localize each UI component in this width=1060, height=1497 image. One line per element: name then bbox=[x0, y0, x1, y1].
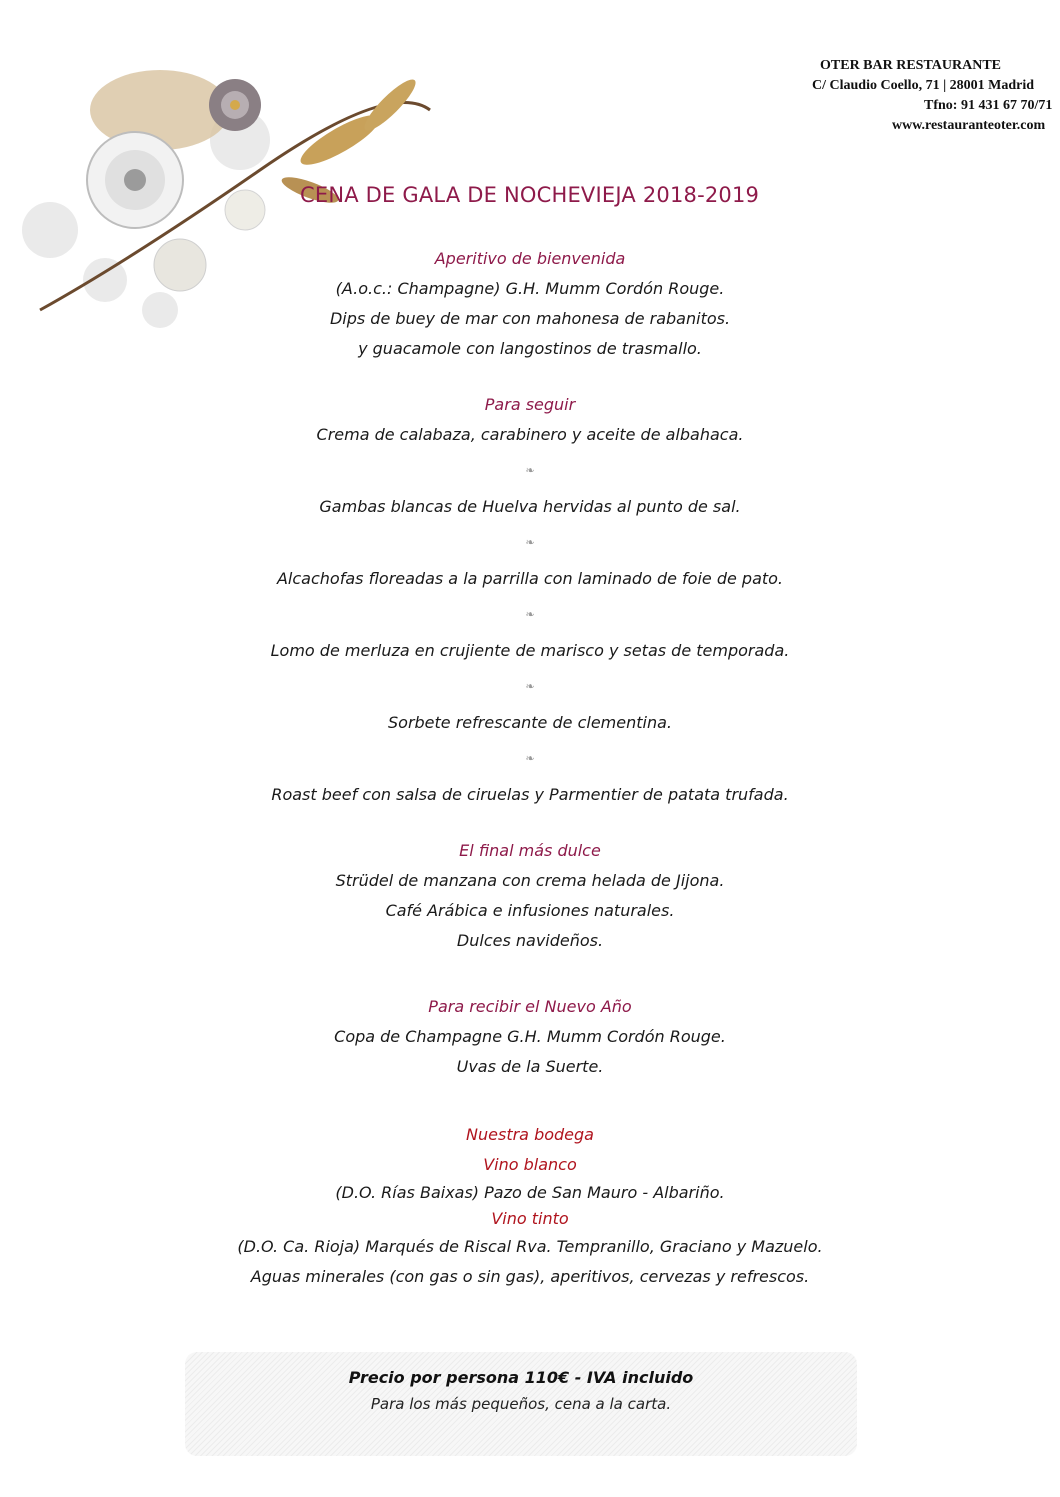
menu bbox=[130, 244, 930, 1292]
separator-icon: ❧ bbox=[525, 464, 535, 477]
menu-item: Café Arábica e infusiones naturales. bbox=[385, 901, 675, 920]
section-heading-nuevo-ano: Para recibir el Nuevo Año bbox=[428, 997, 632, 1016]
menu-item: Gambas blancas de Huelva hervidas al punto de sal. bbox=[319, 497, 741, 516]
restaurant-website[interactable]: www.restauranteoter.com bbox=[892, 118, 1046, 133]
kids-note: Para los más pequeños, cena a la carta. bbox=[370, 1395, 672, 1413]
menu-item: Copa de Champagne G.H. Mumm Cordón Rouge. bbox=[334, 1027, 726, 1046]
price-box bbox=[185, 1352, 857, 1456]
menu-item: (A.o.c.: Champagne) G.H. Mumm Cordón Rouge. bbox=[335, 279, 725, 298]
section-heading-bodega: Nuestra bodega bbox=[466, 1125, 594, 1144]
separator-icon: ❧ bbox=[525, 752, 535, 765]
drinks: Aguas minerales (con gas o sin gas), aperitivos, cervezas y refrescos. bbox=[250, 1267, 810, 1286]
menu-item: Strüdel de manzana con crema helada de Jijona. bbox=[335, 871, 725, 890]
separator-icon: ❧ bbox=[525, 680, 535, 693]
menu-item: Uvas de la Suerte. bbox=[456, 1057, 604, 1076]
restaurant-name: OTER BAR RESTAURANTE bbox=[820, 58, 1001, 73]
wine-tinto: (D.O. Ca. Rioja) Marqués de Riscal Rva. Tempranillo, Graciano y Mazuelo. bbox=[237, 1237, 823, 1256]
menu-item: Lomo de merluza en crujiente de marisco y setas de temporada. bbox=[270, 641, 790, 660]
menu-item: Dulces navideños. bbox=[456, 931, 604, 950]
menu-item: Crema de calabaza, carabinero y aceite de albahaca. bbox=[316, 425, 744, 444]
separator-icon: ❧ bbox=[525, 608, 535, 621]
wine-heading-tinto: Vino tinto bbox=[491, 1209, 569, 1228]
menu-item: Dips de buey de mar con mahonesa de rabanitos. bbox=[329, 309, 731, 328]
menu-item: Sorbete refrescante de clementina. bbox=[388, 713, 672, 732]
wine-blanco: (D.O. Rías Baixas) Pazo de San Mauro - Albariño. bbox=[335, 1183, 725, 1202]
menu-item: Roast beef con salsa de ciruelas y Parmentier de patata trufada. bbox=[271, 785, 789, 804]
restaurant-address: C/ Claudio Coello, 71 | 28001 Madrid bbox=[812, 78, 1035, 93]
wine-heading-blanco: Vino blanco bbox=[483, 1155, 577, 1174]
page-title: CENA DE GALA DE NOCHEVIEJA 2018-2019 bbox=[300, 183, 760, 207]
price-line: Precio por persona 110€ - IVA incluido bbox=[348, 1368, 694, 1387]
section-heading-dulce: El final más dulce bbox=[459, 841, 601, 860]
menu-item: y guacamole con langostinos de trasmallo. bbox=[358, 339, 702, 358]
restaurant-phone: Tfno: 91 431 67 70/71 bbox=[924, 98, 1053, 113]
separator-icon: ❧ bbox=[525, 536, 535, 549]
restaurant-header bbox=[600, 56, 1060, 136]
section-heading-seguir: Para seguir bbox=[484, 395, 576, 414]
menu-item: Alcachofas floreadas a la parrilla con laminado de foie de pato. bbox=[276, 569, 784, 588]
section-heading-aperitivo: Aperitivo de bienvenida bbox=[434, 249, 626, 268]
